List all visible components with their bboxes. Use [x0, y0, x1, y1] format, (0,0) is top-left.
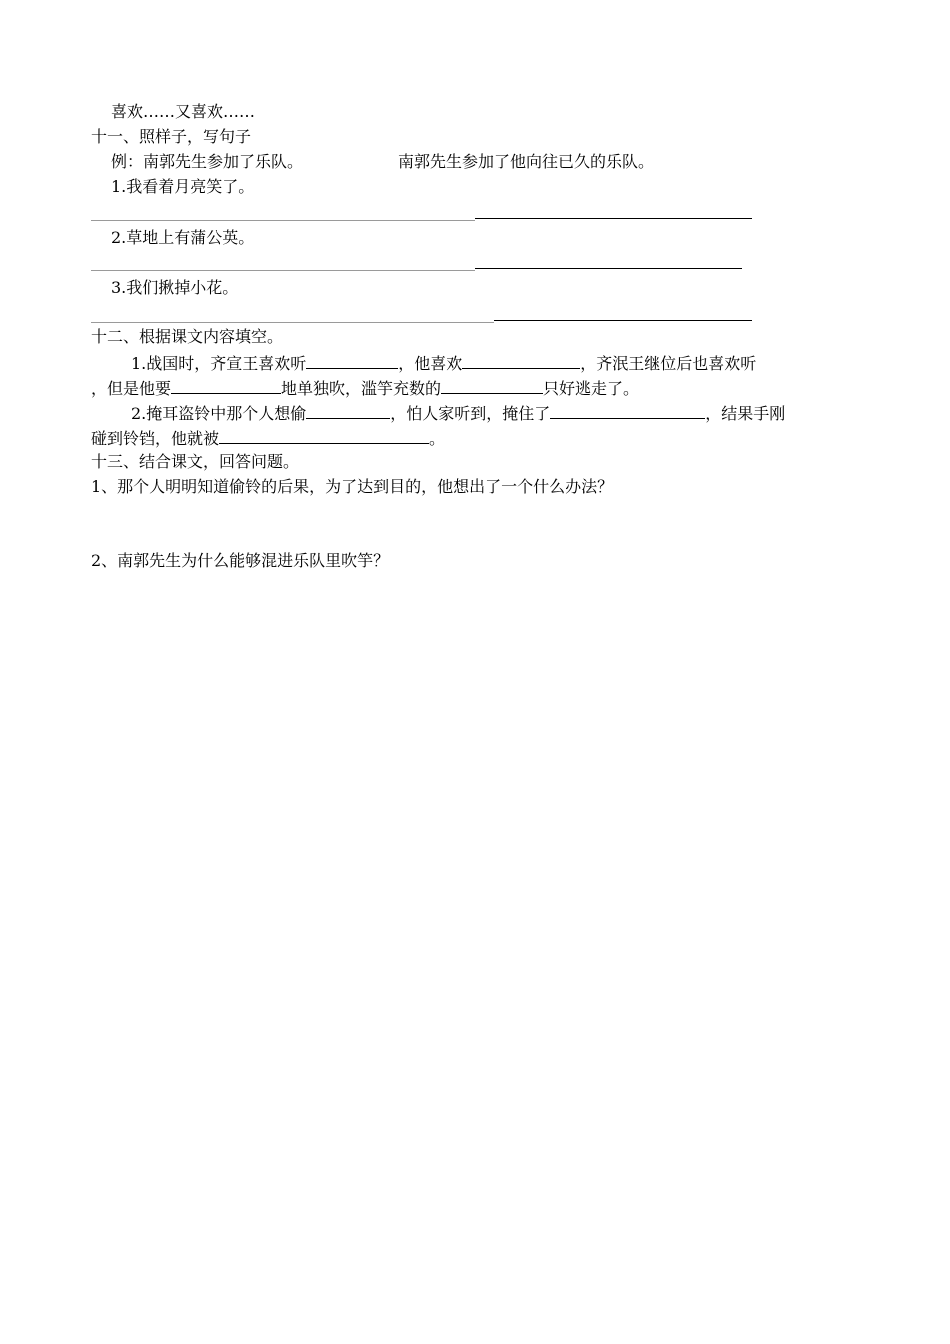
fill-question-2-line-2	[91, 427, 445, 449]
fill-text: ，怕人家听到，掩住了	[390, 404, 551, 423]
answer-line-2-right[interactable]	[475, 268, 742, 269]
answer-question-2: 2、南郭先生为什么能够混进乐队里吹竽？	[91, 551, 390, 570]
fill-question-1-line-2	[91, 377, 639, 399]
example-sentence: 例：南郭先生参加了乐队。	[111, 152, 304, 171]
rewrite-item-3: 3.我们揪掉小花。	[111, 278, 239, 297]
fill-blank[interactable]	[550, 402, 705, 419]
answer-line-3-left	[91, 322, 494, 323]
fill-text: 1.战国时，齐宣王喜欢听	[131, 354, 307, 373]
fill-blank[interactable]	[441, 377, 543, 394]
example-answer: 南郭先生参加了他向往已久的乐队。	[398, 152, 655, 171]
answer-line-3-right[interactable]	[494, 320, 752, 321]
section-12-title: 十二、根据课文内容填空。	[91, 327, 284, 346]
fill-text: ，但是他要	[91, 379, 172, 398]
fill-blank[interactable]	[219, 427, 429, 444]
section-13-title: 十三、结合课文，回答问题。	[91, 452, 300, 471]
answer-line-1-right[interactable]	[475, 218, 752, 219]
fill-text: 。	[429, 429, 446, 448]
answer-line-2-left	[91, 270, 475, 271]
fill-text: 碰到铃铛，他就被	[91, 429, 220, 448]
rewrite-item-2: 2.草地上有蒲公英。	[111, 228, 255, 247]
pattern-text: 喜欢……又喜欢……	[111, 102, 256, 121]
fill-blank[interactable]	[171, 377, 281, 394]
fill-blank[interactable]	[306, 402, 390, 419]
fill-text: 只好逃走了。	[543, 379, 640, 398]
fill-text: ，结果手刚	[705, 404, 786, 423]
fill-question-2-line-1	[131, 402, 785, 424]
fill-question-1-line-1	[131, 352, 756, 374]
fill-blank[interactable]	[306, 352, 398, 369]
fill-text: 地单独吹，滥竽充数的	[281, 379, 442, 398]
fill-blank[interactable]	[462, 352, 580, 369]
rewrite-item-1: 1.我看着月亮笑了。	[111, 177, 255, 196]
answer-question-1: 1、那个人明明知道偷铃的后果，为了达到目的，他想出了一个什么办法？	[91, 477, 614, 496]
answer-line-1-left	[91, 220, 475, 221]
fill-text: 2.掩耳盗铃中那个人想偷	[131, 404, 307, 423]
fill-text: ，他喜欢	[398, 354, 463, 373]
section-11-title: 十一、照样子，写句子	[91, 127, 252, 146]
fill-text: ，齐泯王继位后也喜欢听	[580, 354, 757, 373]
